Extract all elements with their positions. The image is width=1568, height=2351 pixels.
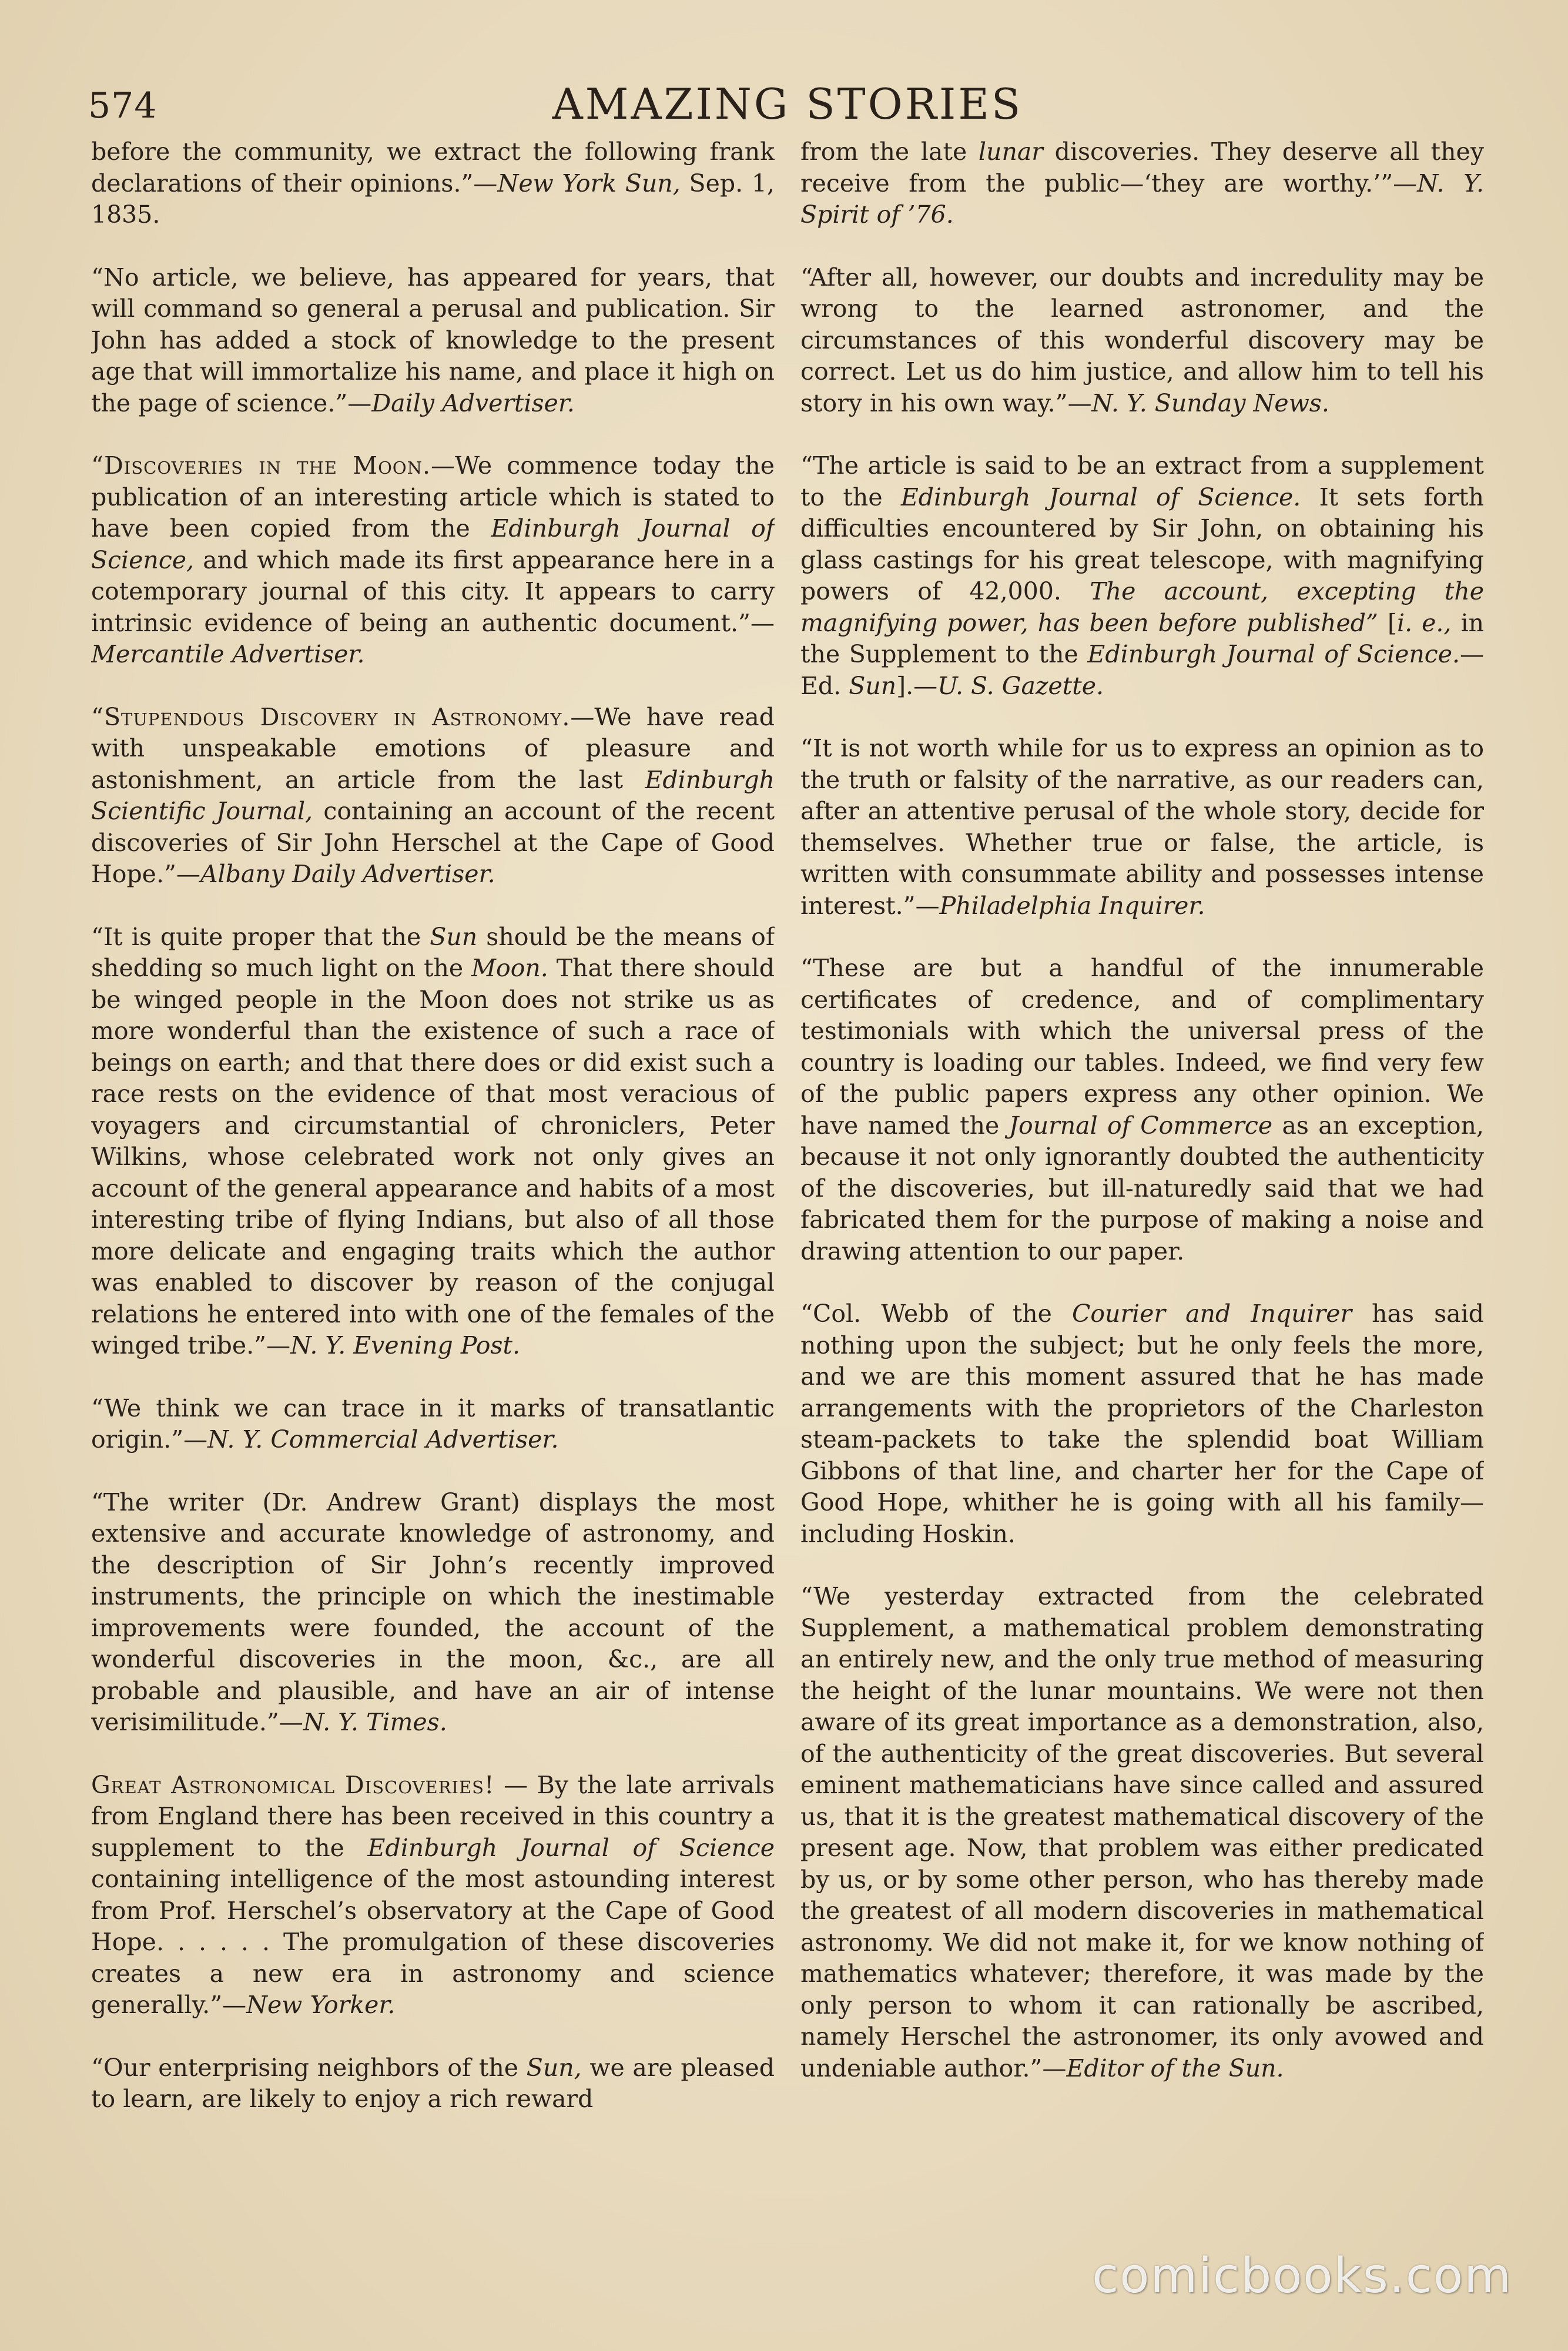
small-caps-heading: “Stupendous Discovery in Astronomy. <box>91 702 571 731</box>
running-title: AMAZING STORIES <box>552 79 1023 129</box>
paragraph: “No article, we believe, has appeared for years, that will command so general a perusal and publication. Sir John has added a stock of knowledge to the present age that will immortalize his name, and place it high on the page of science.”—Daily Advertiser. <box>91 263 775 417</box>
source-citation: New York Sun, <box>497 169 681 197</box>
source-citation: Philadelphia Inquirer. <box>939 891 1205 920</box>
paragraph: “The article is said to be an extract from a supplement to the Edinburgh Journal of Science. It sets forth difficulties encountered by Sir John, on obtaining his glass castings for his great telescope, with magnifying powers of 42,000. The account, excepting the magnifying power, has been before published” [i. e., in the Supplement to the Edinburgh Journal of Science.—Ed. Sun].—U. S. Gazette. <box>800 451 1484 700</box>
paragraph: “Discoveries in the Moon.—We commence today the publication of an interesting article which is stated to have been copied from the Edinburgh Journal of Science, and which made its first appearance here in a cotemporary journal of this city. It appears to carry intrinsic evidence of being an authentic document.”—Mercantile Advertiser. <box>91 451 775 668</box>
source-citation: N. Y. Evening Post. <box>290 1331 520 1359</box>
paragraph: “Our enterprising neighbors of the Sun, we are pleased to learn, are likely to enjoy a rich reward <box>91 2053 775 2113</box>
paragraph: “We think we can trace in it marks of transatlantic origin.”—N. Y. Commercial Advertiser. <box>91 1394 775 1454</box>
page-number: 574 <box>88 85 158 126</box>
source-citation: New Yorker. <box>246 1991 396 2019</box>
paragraph: “Stupendous Discovery in Astronomy.—We have read with unspeakable emotions of pleasure and astonishment, an article from the last Edinburgh Scientific Journal, containing an account of the recent discoveries of Sir John Herschel at the Cape of Good Hope.”—Albany Daily Advertiser. <box>91 702 775 888</box>
paragraph: “After all, however, our doubts and incredulity may be wrong to the learned astronomer, and the circumstances of this wonderful discovery may be correct. Let us do him justice, and allow him to tell his story in his own way.”—N. Y. Sunday News. <box>800 263 1484 417</box>
source-citation: Editor of the Sun. <box>1066 2054 1284 2082</box>
paragraph: before the community, we extract the following frank declarations of their opinions.”—New York Sun, Sep. 1, 1835. <box>91 138 775 229</box>
small-caps-heading: Great Astronomical Discoveries! <box>91 1770 495 1799</box>
source-citation: Albany Daily Advertiser. <box>200 860 495 888</box>
source-citation: Daily Advertiser. <box>371 389 575 417</box>
source-citation: N. Y. Times. <box>303 1708 447 1736</box>
paragraph: “Col. Webb of the Courier and Inquirer has said nothing upon the subject; but he only feels the more, and we are this moment assured that he has made arrangements with the proprietors of the Charleston steam-packets to take the splendid boat William Gibbons of that line, and charter her for the Cape of Good Hope, whither he is going with all his family—including Hoskin. <box>800 1300 1484 1548</box>
paragraph: “These are but a handful of the innumerable certificates of credence, and of complimentary testimonials with which the universal press of the country is loading our tables. Indeed, we find very few of the public papers express any other opinion. We have named the Journal of Commerce as an exception, because it not only ignorantly doubted the authenticity of the discoveries, but ill-naturedly said that we had fabricated them for the purpose of making a noise and drawing attention to our paper. <box>800 954 1484 1265</box>
source-citation: U. S. Gazette. <box>937 671 1104 700</box>
page-header <box>88 79 1487 138</box>
paragraph: “We yesterday extracted from the celebrated Supplement, a mathematical problem demonstrating an entirely new, and the only true method of measuring the height of the lunar mountains. We were not then aware of its great importance as a demonstration, also, of the authenticity of the great discoveries. But several eminent mathematicians have since called and assured us, that it is the greatest mathematical discovery of the present age. Now, that problem was either predicated by us, or by some other person, who has thereby made the greatest of all modern discoveries in mathematical astronomy. We did not make it, for we know nothing of mathematics whatever; therefore, it was made by the only person to whom it can rationally be ascribed, namely Herschel the astronomer, its only avowed and undeniable author.”—Editor of the Sun. <box>800 1582 1484 2082</box>
right-column <box>800 136 1484 2264</box>
left-column <box>91 136 775 2264</box>
paragraph: Great Astronomical Discoveries! — By the late arrivals from England there has been received in this country a supplement to the Edinburgh Journal of Science containing intelligence of the most astounding interest from Prof. Herschel’s observatory at the Cape of Good Hope. . . . . . The promulgation of these discoveries creates a new era in astronomy and science generally.”—New Yorker. <box>91 1770 775 2019</box>
small-caps-heading: “Discoveries in the Moon. <box>91 451 431 480</box>
source-citation: N. Y. Sunday News. <box>1091 389 1329 417</box>
paragraph: “It is not worth while for us to express an opinion as to the truth or falsity of the narrative, as our readers can, after an attentive perusal of the whole story, decide for themselves. Whether true or false, the article, is written with consummate ability and possesses intense interest.”—Philadelphia Inquirer. <box>800 734 1484 920</box>
paragraph: “It is quite proper that the Sun should be the means of shedding so much light on the Moon. That there should be winged people in the Moon does not strike us as more wonderful than the existence of such a race of beings on earth; and that there does or did exist such a race rests on the evidence of that most veracious of voyagers and circumstantial of chroniclers, Peter Wilkins, whose celebrated work not only gives an account of the general appearance and habits of a most interesting tribe of flying Indians, but also of all those more delicate and engaging traits which the author was enabled to discover by reason of the conjugal relations he entered into with one of the females of the winged tribe.”—N. Y. Evening Post. <box>91 922 775 1359</box>
paragraph: “The writer (Dr. Andrew Grant) displays the most extensive and accurate knowledge of astronomy, and the description of Sir John’s recently improved instruments, the principle on which the inestimable improvements were founded, the account of the wonderful discoveries in the moon, &c., are all probable and plausible, and have an air of intense verisimilitude.”—N. Y. Times. <box>91 1488 775 1736</box>
source-citation: Mercantile Advertiser. <box>91 640 365 668</box>
watermark-logo: comicbooks.com <box>1092 2248 1512 2304</box>
source-citation: N. Y. Spirit of ’76. <box>800 169 1484 229</box>
paragraph: from the late lunar discoveries. They deserve all they receive from the public—‘they are worthy.’”—N. Y. Spirit of ’76. <box>800 138 1484 229</box>
source-citation: N. Y. Commercial Advertiser. <box>207 1425 559 1454</box>
